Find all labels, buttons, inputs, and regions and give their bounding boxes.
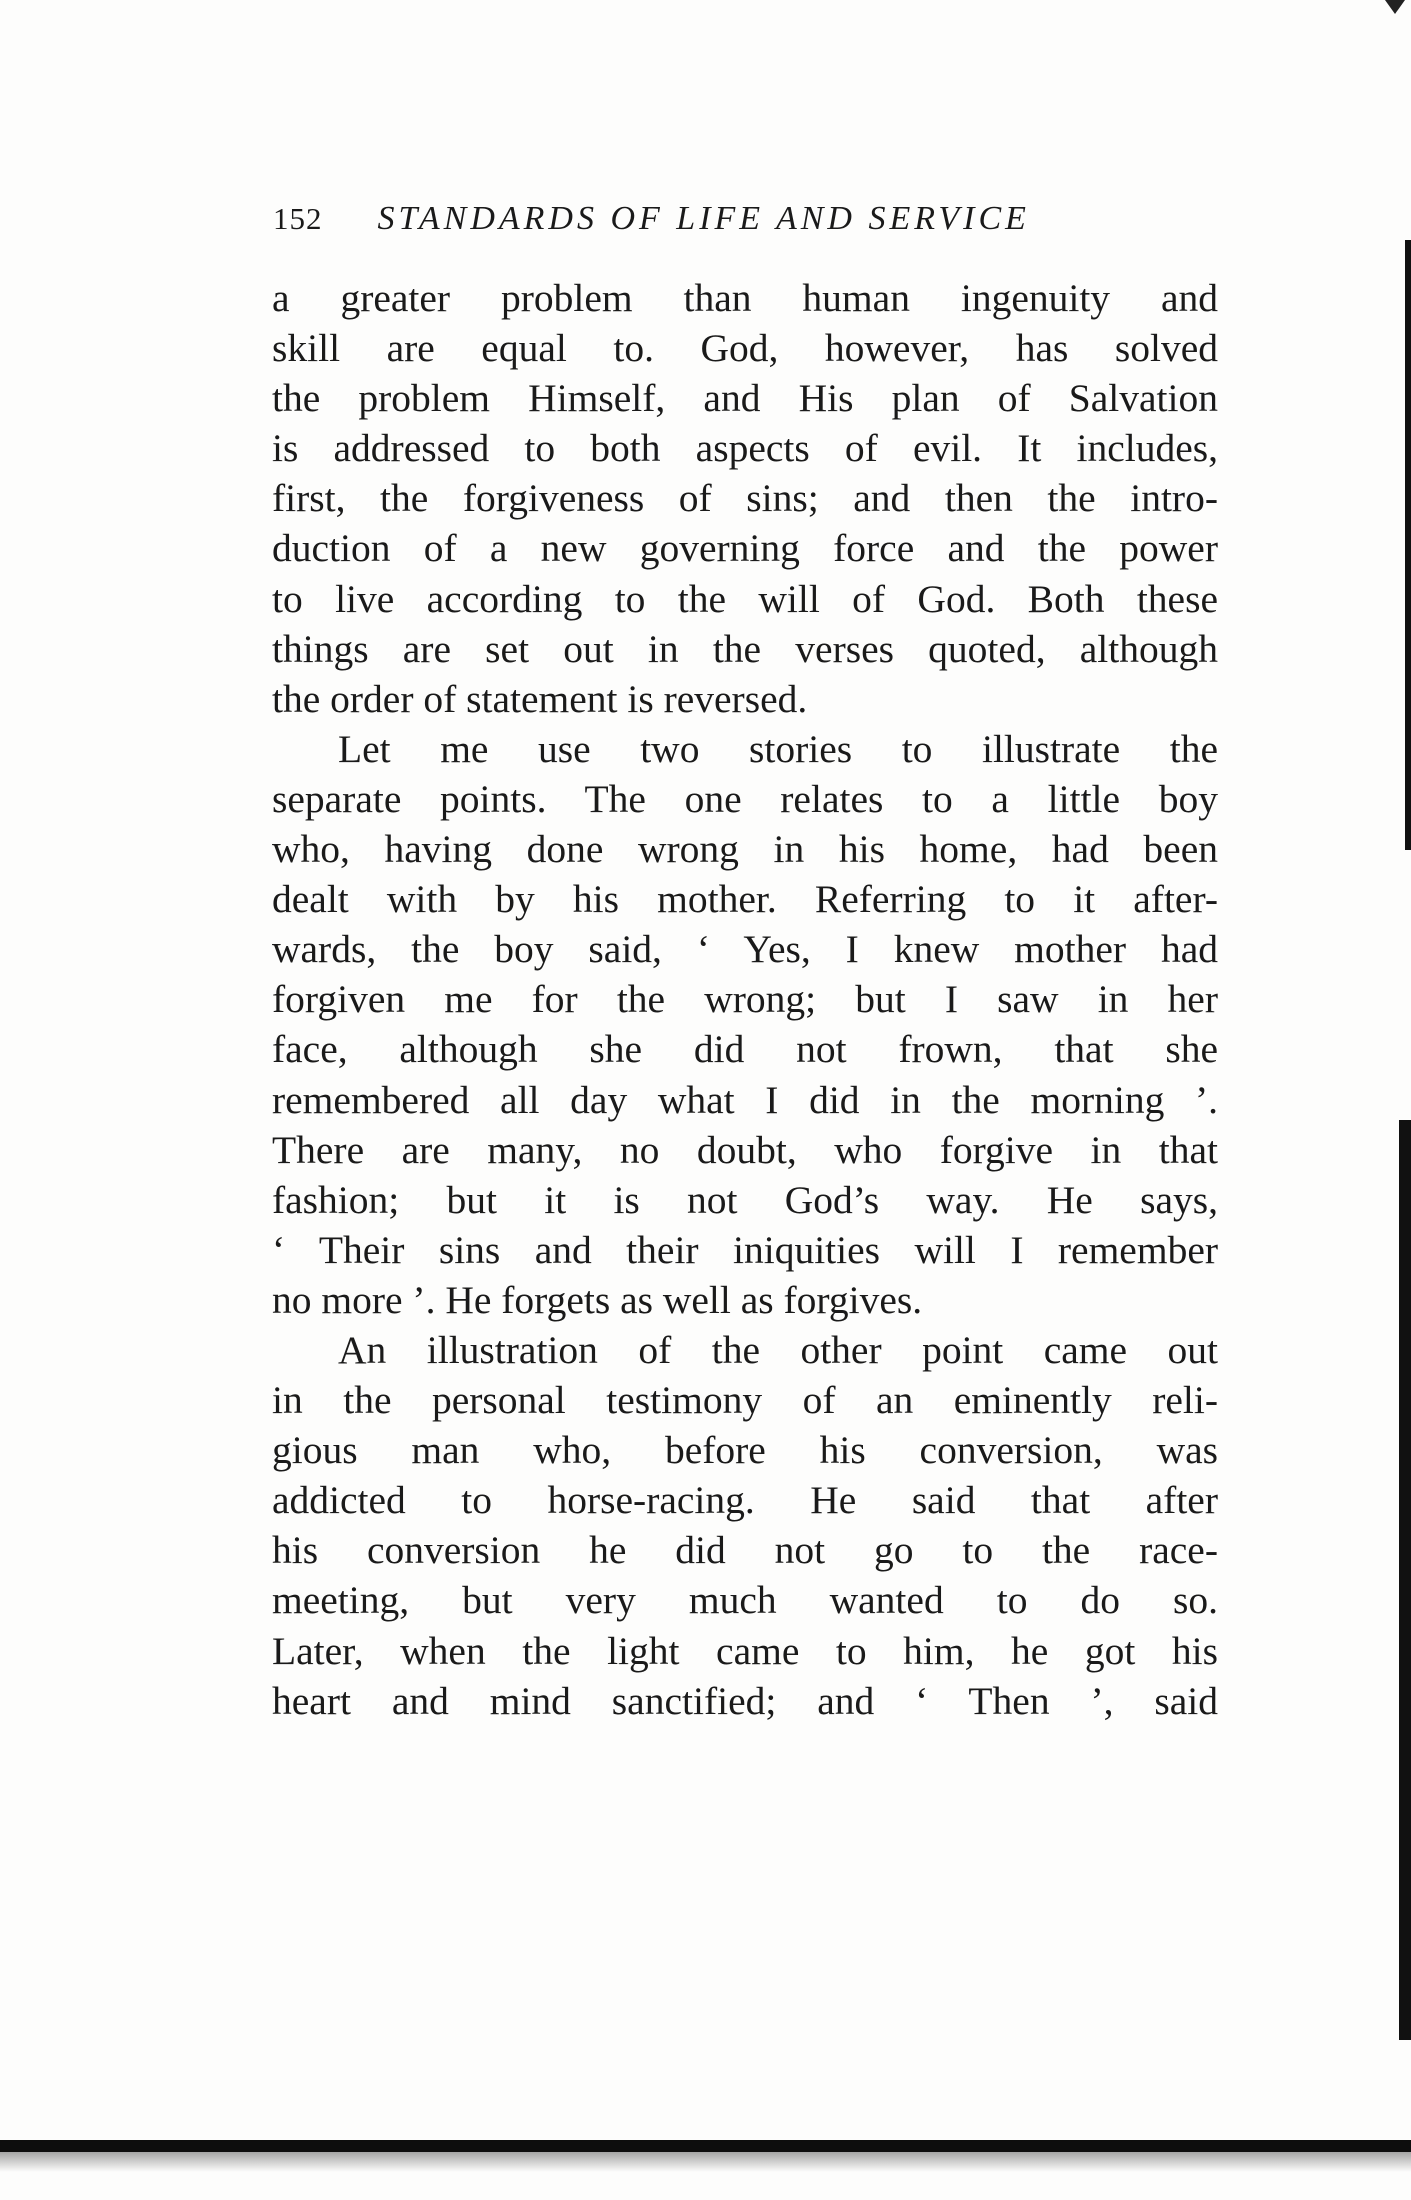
text-line: skill are equal to. God, however, has solved (272, 326, 1218, 371)
text-line: meeting, but very much wanted to do so. (272, 1578, 1218, 1623)
text-line: a greater problem than human ingenuity and (272, 276, 1218, 320)
text-line: wards, the boy said, ‘ Yes, I knew mother had (272, 927, 1218, 972)
text-line: the order of statement is reversed. (272, 676, 808, 721)
paragraph-start-line: An illustration of the other point came out (338, 1327, 1218, 1372)
running-head (273, 198, 1219, 240)
text-line: dealt with by his mother. Referring to it after- (272, 877, 1218, 922)
running-title: STANDARDS OF LIFE AND SERVICE (377, 200, 1030, 237)
text-line: Later, when the light came to him, he got his (272, 1628, 1218, 1673)
scan-corner-mark (1385, 0, 1405, 14)
text-line: There are many, no doubt, who forgive in that (272, 1127, 1218, 1172)
page-number: 152 (273, 201, 323, 236)
text-line: things are set out in the verses quoted, although (272, 626, 1218, 671)
text-line: separate points. The one relates to a little boy (272, 776, 1218, 821)
text-line: duction of a new governing force and the power (272, 526, 1218, 571)
text-line: his conversion he did not go to the race- (272, 1528, 1218, 1573)
text-line: who, having done wrong in his home, had been (272, 827, 1218, 872)
text-line: forgiven me for the wrong; but I saw in her (272, 977, 1218, 1022)
scan-bottom-edge (0, 2140, 1411, 2152)
text-line: heart and mind sanctified; and ‘ Then ’, said (272, 1678, 1218, 1723)
scan-edge-shadow (1405, 240, 1411, 850)
paragraph-start-line: Let me use two stories to illustrate the (338, 726, 1218, 771)
text-line: remembered all day what I did in the morning ’. (272, 1077, 1218, 1122)
text-line: ‘ Their sins and their iniquities will I remember (272, 1227, 1218, 1272)
text-line: no more ’. He forgets as well as forgives. (272, 1277, 923, 1322)
text-line: gious man who, before his conversion, was (272, 1428, 1218, 1473)
text-line: fashion; but it is not God’s way. He says, (272, 1177, 1218, 1222)
text-line: addicted to horse-racing. He said that after (272, 1478, 1218, 1523)
text-line: in the personal testimony of an eminently reli- (272, 1378, 1218, 1423)
text-line: first, the forgiveness of sins; and then the intro- (272, 476, 1218, 521)
scan-bottom-shadow (0, 2150, 1411, 2172)
text-line: is addressed to both aspects of evil. It includes, (272, 426, 1218, 471)
body-text (272, 273, 1218, 1726)
text-line: the problem Himself, and His plan of Salvation (272, 376, 1218, 421)
text-line: to live according to the will of God. Both these (272, 576, 1218, 621)
scan-edge-shadow (1399, 1120, 1411, 2040)
text-line: face, although she did not frown, that she (272, 1027, 1218, 1072)
